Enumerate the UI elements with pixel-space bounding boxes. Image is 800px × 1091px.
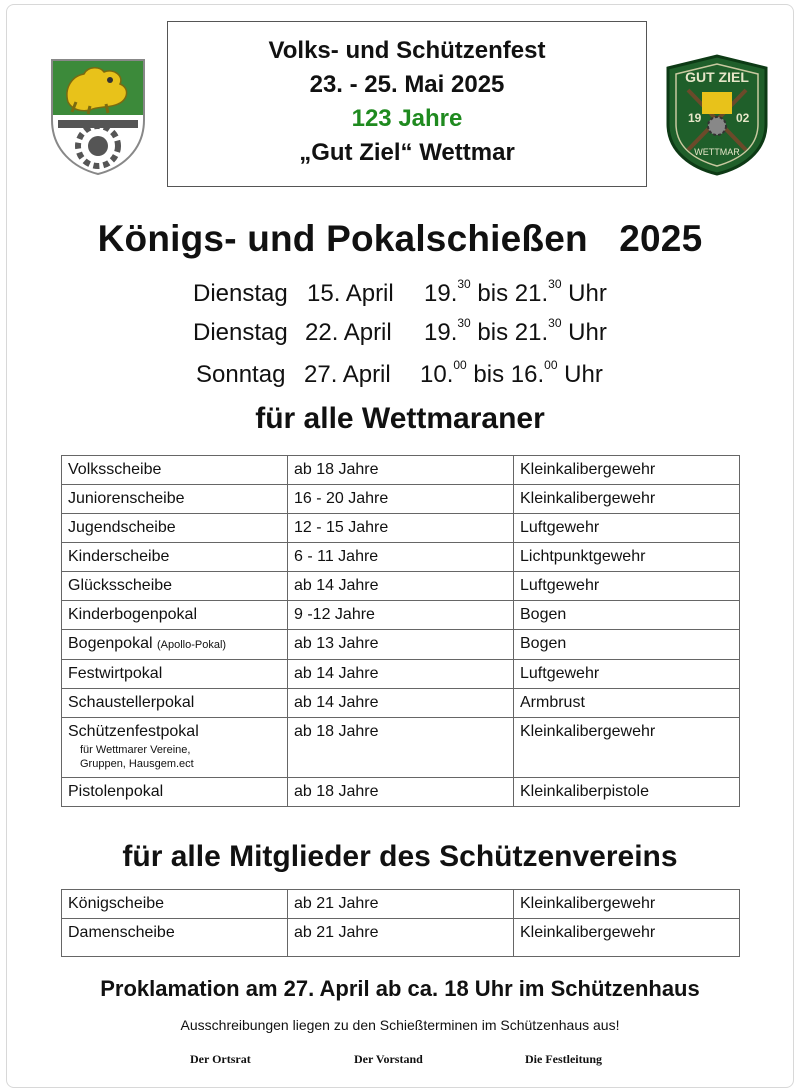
proclamation-text: Proklamation am 27. April ab ca. 18 Uhr im Schützenhaus xyxy=(100,976,700,1001)
date-row xyxy=(0,277,800,310)
table-row: Glücksscheibe ab 14 Jahre Luftgewehr xyxy=(62,572,740,601)
emblem-top-text: GUT ZIEL xyxy=(685,69,749,85)
page-title: Königs- und Pokalschießen 2025 xyxy=(97,218,703,259)
emblem-bottom-text: WETTMAR xyxy=(694,147,740,157)
emblem-year-right: 02 xyxy=(736,111,750,125)
date-date: 27. April xyxy=(304,361,391,388)
event-name: Volks- und Schützenfest xyxy=(268,37,546,64)
club-name: „Gut Ziel“ Wettmar xyxy=(299,139,515,166)
table-row: Damenscheibe ab 21 Jahre Kleinkalibergewehr xyxy=(62,919,740,957)
table-row: Volksscheibe ab 18 Jahre Kleinkalibergewehr xyxy=(62,456,740,485)
table-row: Jugendscheibe 12 - 15 Jahre Luftgewehr xyxy=(62,514,740,543)
member-competitions-table xyxy=(61,889,740,957)
signature-vorstand: Der Vorstand xyxy=(354,1052,423,1066)
club-emblem-icon xyxy=(662,54,772,176)
table-row: Schaustellerpokal ab 14 Jahre Armbrust xyxy=(62,689,740,718)
date-time: 19.30 bis 21.30 Uhr xyxy=(424,277,607,307)
section-heading-public: für alle Wettmaraner xyxy=(255,402,545,435)
event-dates: 23. - 25. Mai 2025 xyxy=(309,71,505,98)
date-date: 22. April xyxy=(305,319,392,346)
public-competitions-table xyxy=(61,455,740,807)
table-row: Pistolenpokal ab 18 Jahre Kleinkaliberpistole xyxy=(62,778,740,807)
date-row xyxy=(0,358,800,391)
date-time: 10.00 bis 16.00 Uhr xyxy=(420,358,603,388)
date-date: 15. April xyxy=(307,280,394,307)
event-header-box xyxy=(167,21,647,187)
municipal-crest-icon xyxy=(50,58,146,176)
date-day: Dienstag xyxy=(193,280,288,307)
table-row: Königscheibe ab 21 Jahre Kleinkalibergewehr xyxy=(62,890,740,919)
date-time: 19.30 bis 21.30 Uhr xyxy=(424,316,607,346)
date-day: Dienstag xyxy=(193,319,288,346)
table-row: Kinderscheibe 6 - 11 Jahre Lichtpunktgewehr xyxy=(62,543,740,572)
table-row: Juniorenscheibe 16 - 20 Jahre Kleinkalibergewehr xyxy=(62,485,740,514)
emblem-year-left: 19 xyxy=(688,111,702,125)
section-heading-members: für alle Mitglieder des Schützenvereins xyxy=(122,840,678,873)
table-row: Festwirtpokal ab 14 Jahre Luftgewehr xyxy=(62,660,740,689)
date-day: Sonntag xyxy=(196,361,286,388)
date-row xyxy=(0,316,800,349)
notice-text: Ausschreibungen liegen zu den Schießterminen im Schützenhaus aus! xyxy=(180,1017,620,1033)
table-row: Schützenfestpokal für Wettmarer Vereine, Gruppen, Hausgem.ect ab 18 Jahre Kleinkalibergewehr xyxy=(62,718,740,778)
anniversary: 123 Jahre xyxy=(351,105,463,132)
table-row: Bogenpokal (Apollo-Pokal) ab 13 Jahre Bogen xyxy=(62,630,740,660)
signature-ortsrat: Der Ortsrat xyxy=(190,1052,251,1066)
table-row: Kinderbogenpokal 9 -12 Jahre Bogen xyxy=(62,601,740,630)
signature-festleitung: Die Festleitung xyxy=(525,1052,602,1066)
